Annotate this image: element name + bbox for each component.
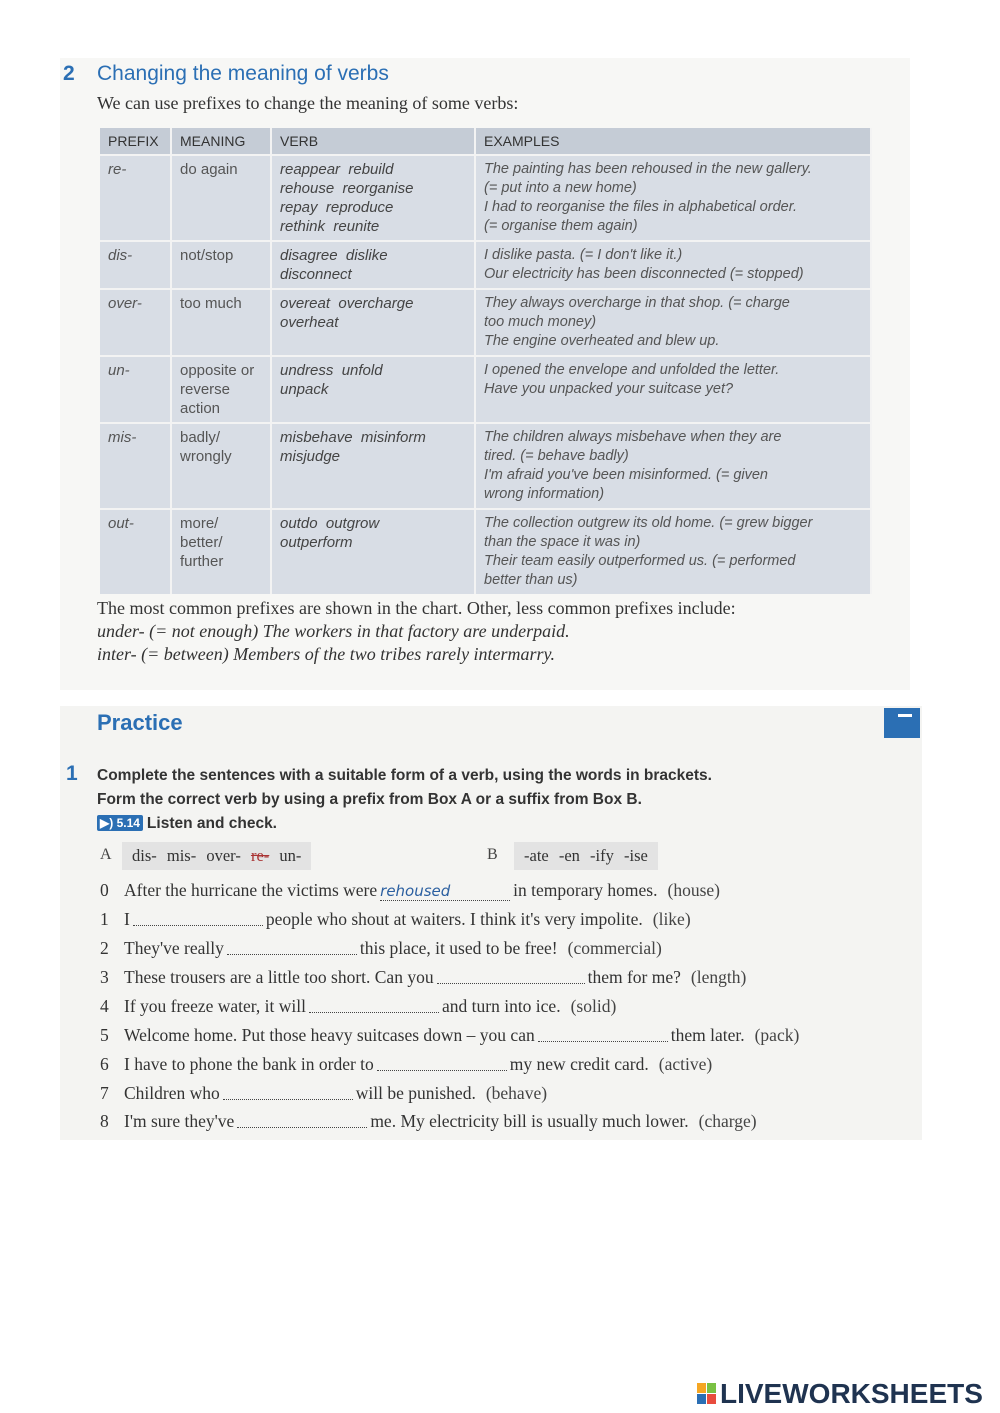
box-a-item-used: re- (250, 846, 270, 865)
exercise-sentence (100, 1054, 712, 1075)
box-b: -ate -en -ify -ise (514, 842, 658, 870)
note-inter (97, 643, 736, 666)
meaning-cell: do again (171, 155, 271, 241)
verb-line: misjudge (280, 448, 341, 465)
base-word-hint: (behave) (485, 1083, 548, 1103)
sentence-text-after: them for me? (587, 967, 681, 987)
answer-blank-input[interactable] (437, 969, 585, 984)
base-word-hint: (pack) (754, 1025, 800, 1045)
table-row (100, 356, 871, 423)
sentence-number: 5 (100, 1025, 109, 1045)
meaning-cell: badly/ wrongly (171, 423, 271, 509)
exercise-sentence (100, 996, 616, 1017)
sentence-text-before: If you freeze water, it will (124, 996, 306, 1016)
box-a (122, 842, 311, 870)
liveworksheets-logo-icon (697, 1383, 717, 1405)
table-row (100, 241, 871, 289)
meaning-cell: too much (171, 289, 271, 356)
box-a-item: un- (279, 846, 302, 865)
example-line: (= organise them again) (484, 218, 638, 234)
exercise-sentence (100, 1111, 757, 1132)
example-line: I had to reorganise the files in alphabetical order. (484, 199, 798, 215)
example-line: Their team easily outperformed us. (= performed (484, 553, 796, 569)
exercise-sentence (100, 967, 746, 988)
verb-cell (271, 509, 475, 594)
header-examples: EXAMPLES (475, 128, 871, 155)
instruction-line: Form the correct verb by using a prefix from Box A or a suffix from Box B. (97, 791, 642, 808)
examples-cell (475, 509, 871, 594)
exercise-sentence (100, 1083, 547, 1104)
exercise-instructions (97, 764, 712, 836)
example-line: They always overcharge in that shop. (= charge (484, 295, 790, 311)
sentence-text-after: in temporary homes. (513, 880, 658, 900)
examples-cell (475, 356, 871, 423)
example-line: The collection outgrew its old home. (= grew bigger (484, 515, 813, 531)
prefix-cell: mis- (100, 423, 171, 509)
table-header-row (100, 128, 871, 155)
sentence-text-before: Welcome home. Put those heavy suitcases down – you can (124, 1025, 535, 1045)
audio-track-badge[interactable]: ▶) 5.14 (97, 815, 143, 831)
sentence-text-before: Children who (124, 1083, 220, 1103)
sentence-text-before: After the hurricane the victims were (124, 880, 378, 900)
prefix-cell: dis- (100, 241, 171, 289)
verb-line: rethink reunite (280, 218, 380, 235)
sentence-text-after: me. My electricity bill is usually much lower. (370, 1111, 689, 1131)
box-b-label: B (487, 846, 498, 863)
exercise-sentence (100, 938, 662, 959)
verb-line: outperform (280, 534, 353, 551)
note-line: The most common prefixes are shown in the chart. Other, less common prefixes include: (97, 598, 736, 618)
answer-blank-input[interactable] (309, 998, 439, 1013)
example-line: The engine overheated and blew up. (484, 333, 720, 349)
examples-cell (475, 155, 871, 241)
example-line: wrong information) (484, 486, 605, 502)
exercise-number: 1 (66, 762, 78, 785)
verb-cell (271, 289, 475, 356)
sentence-text-after: and turn into ice. (442, 996, 561, 1016)
exercise-sentence (100, 909, 691, 930)
verb-line: outdo outgrow (280, 515, 380, 532)
answer-blank-input[interactable] (133, 911, 263, 926)
prefix-table (100, 128, 872, 594)
meaning-cell: opposite or reverse action (171, 356, 271, 423)
under-prefix: under- (= not enough) (97, 621, 259, 641)
practice-title: Practice (97, 710, 183, 735)
example-line: I'm afraid you've been misinformed. (= given (484, 467, 768, 483)
verb-line: rehouse reorganise (280, 180, 414, 197)
base-word-hint: (charge) (698, 1111, 757, 1131)
example-answer: rehoused (380, 882, 510, 901)
base-word-hint: (active) (658, 1054, 713, 1074)
example-line: I dislike pasta. (= I don't like it.) (484, 247, 683, 263)
example-line: The children always misbehave when they are (484, 429, 782, 445)
example-line: tired. (= behave badly) (484, 448, 629, 464)
sentence-text-before: I have to phone the bank in order to (124, 1054, 374, 1074)
answer-blank-input[interactable] (223, 1085, 353, 1100)
exercise-sentence (100, 880, 720, 901)
verb-cell (271, 155, 475, 241)
section-intro: We can use prefixes to change the meaning of some verbs: (97, 93, 519, 113)
verb-cell (271, 241, 475, 289)
base-word-hint: (like) (652, 909, 691, 929)
prefix-cell: un- (100, 356, 171, 423)
verb-line: disagree dislike (280, 247, 388, 264)
sentence-number: 0 (100, 880, 109, 900)
sentence-text-after: will be punished. (355, 1083, 476, 1103)
verb-line: misbehave misinform (280, 429, 426, 446)
answer-blank-input[interactable] (227, 940, 357, 955)
inter-prefix: inter- (= between) (97, 644, 229, 664)
box-a-item: mis- (166, 846, 197, 865)
meaning-cell: more/ better/ further (171, 509, 271, 594)
table-row (100, 289, 871, 356)
verb-cell (271, 356, 475, 423)
table-row (100, 423, 871, 509)
exercise-sentence (100, 1025, 799, 1046)
verb-line: disconnect (280, 266, 352, 283)
sentence-number: 3 (100, 967, 109, 987)
verb-line: reappear rebuild (280, 161, 394, 178)
section-title: Changing the meaning of verbs (97, 62, 389, 85)
sentence-text-before: I (124, 909, 130, 929)
answer-blank-input[interactable] (237, 1113, 367, 1128)
examples-cell (475, 289, 871, 356)
base-word-hint: (commercial) (567, 938, 662, 958)
meaning-cell: not/stop (171, 241, 271, 289)
sentence-number: 2 (100, 938, 109, 958)
sentence-number: 8 (100, 1111, 109, 1131)
examples-cell (475, 423, 871, 509)
verb-line: overeat overcharge (280, 295, 414, 312)
header-meaning: MEANING (171, 128, 271, 155)
sentence-number: 6 (100, 1054, 109, 1074)
example-line: than the space it was in) (484, 534, 641, 550)
verb-cell (271, 423, 475, 509)
verb-line: undress unfold (280, 362, 383, 379)
verb-line: unpack (280, 381, 329, 398)
sentence-text-before: These trousers are a little too short. Can you (124, 967, 434, 987)
sentence-number: 1 (100, 909, 109, 929)
box-a-item: dis- (132, 846, 157, 865)
prefix-cell: out- (100, 509, 171, 594)
page-tab-marker (884, 708, 920, 738)
prefix-cell: re- (100, 155, 171, 241)
table-row (100, 155, 871, 241)
instruction-line: Complete the sentences with a suitable form of a verb, using the words in brackets. (97, 767, 712, 784)
sentence-text-before: They've really (124, 938, 224, 958)
example-line: Our electricity has been disconnected (= stopped) (484, 266, 804, 282)
inter-example: Members of the two tribes rarely intermarry. (233, 644, 556, 664)
sentence-text-after: them later. (670, 1025, 745, 1045)
audio-text: Listen and check. (146, 815, 277, 832)
verb-line: repay reproduce (280, 199, 394, 216)
other-prefixes-note (97, 597, 736, 666)
example-line: (= put into a new home) (484, 180, 637, 196)
under-example: The workers in that factory are underpaid. (262, 621, 570, 641)
sentence-number: 7 (100, 1083, 109, 1103)
liveworksheets-logo-text: LIVEWORKSHEETS (720, 1378, 983, 1409)
audio-line (97, 812, 712, 836)
sentence-number: 4 (100, 996, 109, 1016)
answer-blank-input[interactable] (538, 1027, 668, 1042)
table-row (100, 509, 871, 594)
note-under (97, 620, 736, 643)
answer-blank-input[interactable] (377, 1056, 507, 1071)
base-word-hint: (solid) (570, 996, 617, 1016)
liveworksheets-logo (697, 1377, 983, 1411)
verb-line: overheat (280, 314, 339, 331)
sentence-text-before: I'm sure they've (124, 1111, 235, 1131)
sentence-text-after: my new credit card. (509, 1054, 649, 1074)
example-line: I opened the envelope and unfolded the letter. (484, 362, 780, 378)
examples-cell (475, 241, 871, 289)
section-number: 2 (63, 62, 75, 85)
header-verb: VERB (271, 128, 475, 155)
sentence-text-after: people who shout at waiters. I think it's very impolite. (265, 909, 643, 929)
sentence-text-after: this place, it used to be free! (359, 938, 558, 958)
prefix-cell: over- (100, 289, 171, 356)
header-prefix: PREFIX (100, 128, 171, 155)
example-line: too much money) (484, 314, 597, 330)
base-word-hint: (house) (667, 880, 720, 900)
example-line: The painting has been rehoused in the new gallery. (484, 161, 812, 177)
base-word-hint: (length) (690, 967, 747, 987)
example-line: better than us) (484, 572, 578, 588)
box-a-label: A (100, 846, 112, 863)
example-line: Have you unpacked your suitcase yet? (484, 381, 734, 397)
box-a-item: over- (206, 846, 241, 865)
